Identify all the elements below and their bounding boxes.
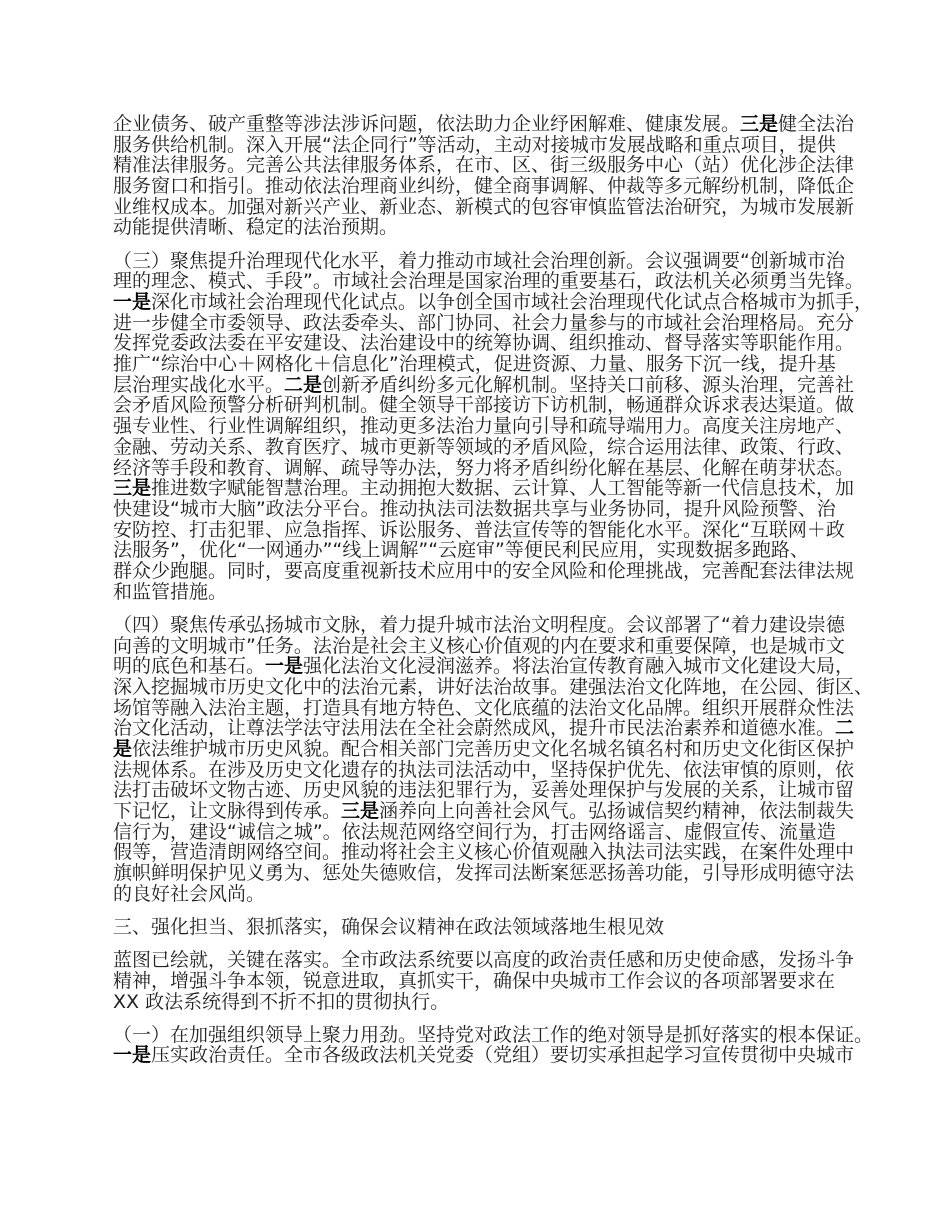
text-line — [113, 1044, 855, 1067]
section-heading — [113, 917, 843, 938]
text-line — [113, 270, 864, 293]
text-line — [113, 971, 843, 992]
text-run: 压实政治责任。全市各级政法机关党委（党组）要切实承担起学习宣传贯彻中央城市 — [151, 1044, 855, 1067]
paragraph — [113, 613, 874, 905]
text-run: 发挥党委政法委在平安建设、法治建设中的统筹协调、组织推动、督导落实等职能作用。 — [113, 332, 855, 355]
paragraph — [113, 113, 855, 239]
text-run: 创新矛盾纠纷多元化解机制。坚持关口前移、源头治理，完善社 — [322, 373, 855, 396]
text-run: 健全法治 — [778, 113, 855, 135]
text-run: 进一步健全市委领导、政法委牵头、部门协同、社会力量参与的市域社会治理格局。充分 — [113, 311, 855, 334]
text-line — [113, 1023, 874, 1046]
text-run: 层治理实战化水平。 — [113, 373, 285, 396]
text-line — [113, 520, 843, 541]
text-line — [113, 354, 843, 375]
text-run: 三、强化担当、狠抓落实，确保会议精神在政法领域落地生根见效 — [113, 915, 665, 938]
text-line — [113, 217, 843, 238]
text-run: 治文化活动，让尊法学法守法用法在全社会蔚然成风，提升市民法治素养和道德水准。 — [113, 717, 836, 740]
text-line — [113, 113, 855, 135]
text-line — [113, 917, 843, 938]
text-run: 的良好社会风尚。 — [113, 882, 266, 905]
text-line — [113, 373, 855, 396]
text-run: 强专业性、行业性调解组织，推动更多法治力量向引导和疏导端用力。高度关注房地产、 — [113, 415, 855, 438]
text-run: 服务供给机制。深入开展“法企同行”等活动，主动对接城市发展战略和重点项目，提供 — [113, 133, 836, 156]
bold-keyword: 一是 — [113, 291, 152, 313]
text-run: 精准法律服务。完善公共法律服务体系，在市、区、街三级服务中心（站）优化涉企法律 — [113, 154, 855, 177]
text-run: 旗帜鲜明保护见义勇为、惩处失德败信，发挥司法断案惩恶扬善功能，引导形成明德守法 — [113, 862, 855, 885]
text-line — [113, 862, 855, 885]
text-line — [113, 822, 843, 843]
text-run: 经济等手段和教育、调解、疏导等办法，努力将矛盾纠纷化解在基层、化解在萌芽状态。 — [113, 456, 855, 479]
text-line — [113, 655, 855, 678]
text-run: 金融、劳动关系、教育医疗、城市更新等领域的矛盾风险，综合运用法律、政策、行政、 — [113, 435, 855, 458]
text-line — [113, 615, 843, 636]
text-run: 向善的文明城市”任务。法治是社会主义核心价值观的内在要求和重要保障，也是城市文 — [113, 634, 845, 657]
bold-keyword: 三是 — [341, 800, 380, 822]
text-run: 推广“综治中心＋网格化＋信息化”治理模式，促进资源、力量、服务下沉一线，提升基 — [113, 353, 836, 376]
text-line — [113, 841, 855, 864]
text-line — [113, 332, 855, 355]
text-line — [113, 291, 874, 313]
text-run: 强化法治文化浸润滋养。将法治宣传教育融入城市文化建设大局， — [303, 655, 855, 678]
bold-keyword: 二 — [835, 717, 855, 740]
text-line — [113, 154, 855, 177]
text-line — [113, 499, 843, 520]
text-line — [113, 175, 855, 198]
text-line — [113, 435, 855, 458]
text-run: 群众少跑腿。同时，要高度重视新技术应用中的安全风险和伦理挑战，完善配套法律法规 — [113, 559, 855, 582]
text-line — [113, 477, 855, 500]
text-run: 快建设“城市大脑”政法分平台。推动执法司法数据共享与业务协同，提升风险预警、治 — [113, 497, 836, 520]
text-line — [113, 884, 843, 905]
text-run: 理的理念、模式、手段”。市域社会治理是国家治理的重要基石，政法机关必须勇当先锋。 — [113, 270, 864, 293]
text-run: 假等，营造清朗网络空间。推动将社会主义核心价值观融入执法司法实践，在案件处理中 — [113, 841, 855, 864]
text-line — [113, 779, 855, 802]
text-run: 法规体系。在涉及历史文化遗存的执法司法活动中，坚持保护优先、依法审慎的原则，依 — [113, 758, 855, 781]
text-run: 推进数字赋能智慧治理。主动拥抱大数据、云计算、人工智能等新一代信息技术，加 — [151, 477, 855, 500]
bold-keyword: 三是 — [113, 477, 152, 500]
text-line — [113, 636, 843, 657]
text-run: 企业债务、破产重整等涉法涉诉问题，依法助力企业纾困解难、健康发展。 — [113, 113, 741, 135]
paragraph — [113, 1023, 874, 1067]
text-run: 依法维护城市历史风貌。配合相关部门完善历史文化名城名镇名村和历史文化街区保护 — [132, 737, 855, 760]
bold-keyword: 二是 — [284, 373, 323, 396]
text-line — [113, 415, 855, 438]
text-line — [113, 135, 843, 156]
text-run: 和监管措施。 — [113, 580, 228, 603]
text-line — [113, 456, 855, 479]
text-line — [113, 992, 843, 1013]
text-run: 下记忆，让文脉得到传承。 — [113, 800, 342, 822]
text-line — [113, 540, 843, 561]
text-line — [113, 251, 843, 272]
bold-keyword: 是 — [113, 737, 133, 760]
text-line — [113, 311, 855, 334]
text-run: 蓝图已绘就，关键在落实。全市政法系统要以高度的政治责任感和历史使命感，发扬斗争 — [113, 949, 855, 972]
text-run: （四）聚焦传承弘扬城市文脉，着力提升城市法治文明程度。会议部署了“着力建设崇德 — [113, 613, 845, 636]
text-run: 深入挖掘城市历史文化中的法治元素，讲好法治故事。建强法治文化阵地，在公园、街区、 — [113, 675, 874, 698]
text-run: （一）在加强组织领导上聚力用劲。坚持党对政法工作的绝对领导是抓好落实的根本保证。 — [113, 1023, 874, 1046]
text-line — [113, 559, 855, 582]
text-run: 法服务”，优化“一网通办”“线上调解”“云庭审”等便民利民应用，实现数据多跑路、 — [113, 539, 809, 562]
text-line — [113, 800, 855, 822]
text-line — [113, 675, 874, 698]
document-page — [113, 113, 874, 1079]
text-run: 法打击破坏文物古迹、历史风貌的违法犯罪行为，妥善处理保护与发展的关系，让城市留 — [113, 779, 855, 802]
text-run: 精神，增强斗争本领，锐意进取，真抓实干，确保中央城市工作会议的各项部署要求在 — [113, 969, 836, 992]
text-run: XX 政法系统得到不折不扣的贯彻执行。 — [113, 990, 450, 1013]
text-line — [113, 696, 855, 719]
text-run: （三）聚焦提升治理现代化水平，着力推动市域社会治理创新。会议强调要“创新城市治 — [113, 249, 845, 272]
paragraph — [113, 249, 874, 603]
text-line — [113, 949, 855, 972]
text-run: 安防控、打击犯罪、应急指挥、诉讼服务、普法宣传等的智能化水平。深化“互联网＋政 — [113, 518, 845, 541]
text-run: 明的底色和基石。 — [113, 655, 266, 678]
text-run: 会矛盾风险预警分析研判机制。健全领导干部接访下访机制，畅通群众诉求表达渠道。做 — [113, 394, 855, 417]
text-line — [113, 195, 855, 218]
bold-keyword: 一是 — [113, 1044, 152, 1067]
text-line — [113, 758, 855, 781]
text-run: 业维权成本。加强对新兴产业、新业态、新模式的包容审慎监管法治研究，为城市发展新 — [113, 195, 855, 218]
text-run: 动能提供清晰、稳定的法治预期。 — [113, 216, 399, 239]
text-line — [113, 394, 855, 417]
text-line — [113, 717, 855, 740]
paragraph — [113, 949, 855, 1013]
text-run: 服务窗口和指引。推动依法治理商业纠纷，健全商事调解、仲裁等多元解纷机制，降低企 — [113, 175, 855, 198]
text-run: 涵养向上向善社会风气。弘扬诚信契约精神，依法制裁失 — [379, 800, 855, 822]
bold-keyword: 三是 — [740, 113, 779, 135]
text-run: 信行为，建设“诚信之城”。依法规范网络空间行为，打击网络谣言、虚假宣传、流量造 — [113, 820, 836, 843]
text-run: 场馆等融入法治主题，打造具有地方特色、文化底蕴的法治文化品牌。组织开展群众性法 — [113, 696, 855, 719]
text-run: 深化市域社会治理现代化试点。以争创全国市域社会治理现代化试点合格城市为抓手， — [151, 291, 874, 313]
text-line — [113, 582, 843, 603]
bold-keyword: 一是 — [265, 655, 304, 678]
text-line — [113, 737, 855, 760]
